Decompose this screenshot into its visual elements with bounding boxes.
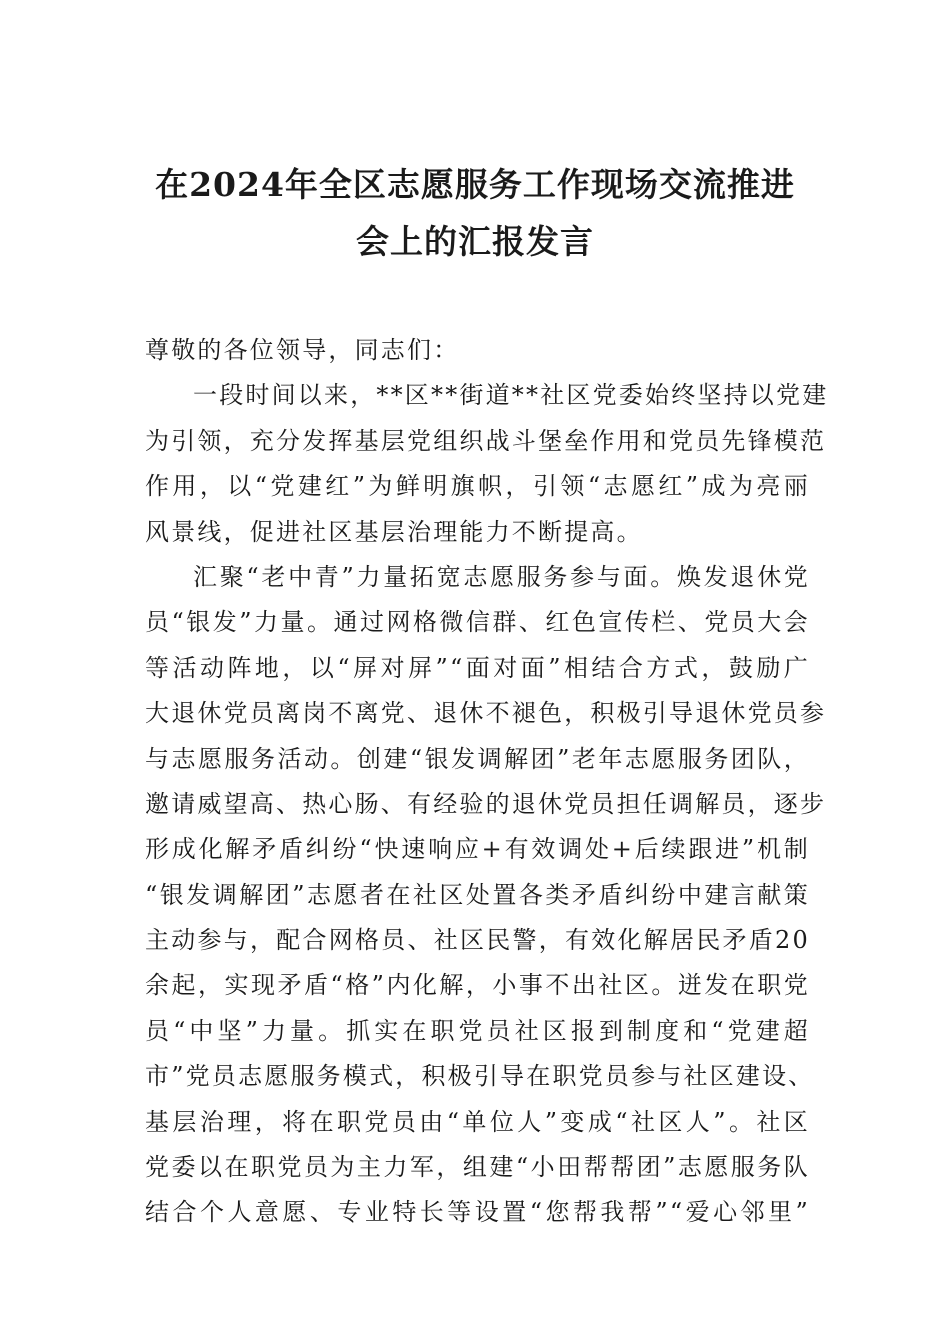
document-title [120, 156, 830, 270]
paragraph-line: 员“银发”力量。通过网格微信群、红色宣传栏、党员大会 [145, 608, 810, 637]
paragraph-line: 风景线，促进社区基层治理能力不断提高。 [145, 517, 643, 546]
paragraph-line: “银发调解团”志愿者在社区处置各类矛盾纠纷中建言献策 [145, 880, 810, 909]
paragraph-1 [145, 373, 829, 555]
paragraph-2 [145, 555, 827, 1236]
paragraph-line: 等活动阵地，以“屏对屏”“面对面”相结合方式，鼓励广 [145, 653, 810, 682]
paragraph-line: 大退休党员离岗不离党、退休不褪色，积极引导退休党员参 [145, 699, 827, 728]
paragraph-line: 主动参与，配合网格员、社区民警，有效化解居民矛盾20 [145, 926, 810, 955]
paragraph-line: 一段时间以来，**区**街道**社区党委始终坚持以党建 [193, 381, 829, 410]
paragraph-line: 员“中坚”力量。抓实在职党员社区报到制度和“党建超 [145, 1016, 810, 1045]
paragraph-line: 作用，以“党建红”为鲜明旗帜，引领“志愿红”成为亮丽 [145, 472, 810, 501]
paragraph-line: 汇聚“老中青”力量拓宽志愿服务参与面。焕发退休党 [193, 562, 810, 591]
salutation: 尊敬的各位领导，同志们： [145, 336, 460, 364]
paragraph-line: 邀请威望高、热心肠、有经验的退休党员担任调解员，逐步 [145, 789, 827, 818]
paragraph-line: 与志愿服务活动。创建“银发调解团”老年志愿服务团队， [145, 744, 810, 773]
title-line: 会上的汇报发言 [356, 222, 594, 261]
paragraph-line: 为引领，充分发挥基层党组织战斗堡垒作用和党员先锋模范 [145, 426, 827, 455]
paragraph-line: 基层治理，将在职党员由“单位人”变成“社区人”。社区 [145, 1107, 810, 1136]
paragraph-line: 结合个人意愿、专业特长等设置“您帮我帮”“爱心邻里” [145, 1198, 810, 1227]
document-body [145, 328, 829, 1236]
title-line: 在2024年全区志愿服务工作现场交流推进 [155, 165, 795, 204]
paragraph-line: 形成化解矛盾纠纷“快速响应+有效调处+后续跟进”机制 [145, 835, 810, 864]
paragraph-line: 党委以在职党员为主力军，组建“小田帮帮团”志愿服务队 [145, 1153, 810, 1182]
paragraph-line: 余起，实现矛盾“格”内化解，小事不出社区。迸发在职党 [145, 971, 810, 1000]
paragraph-line: 市”党员志愿服务模式，积极引导在职党员参与社区建设、 [145, 1062, 815, 1091]
